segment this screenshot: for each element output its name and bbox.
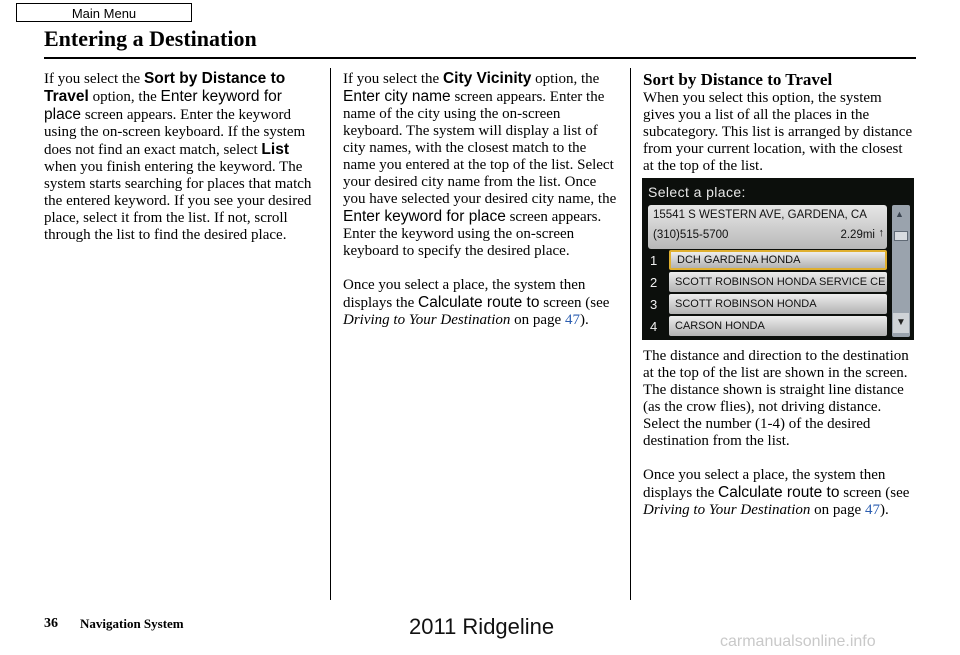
place-number: 1 <box>650 253 658 268</box>
place-row-2[interactable] <box>642 272 892 294</box>
text-run: screen (see <box>839 485 910 501</box>
scroll-up-icon[interactable]: ▲ <box>895 209 904 219</box>
section-heading: Sort by Distance to Travel <box>643 70 833 89</box>
text-run: ). <box>879 502 889 518</box>
footer-section: Navigation System <box>80 616 184 631</box>
col3-paragraph-2 <box>643 348 915 450</box>
nav-screen-title: Select a place: <box>648 184 746 200</box>
destination-phone: (310)515-5700 <box>653 229 729 241</box>
column-3-lower <box>643 348 915 519</box>
destination-distance: 2.29mi <box>840 229 875 241</box>
column-1 <box>44 70 320 244</box>
column-2 <box>343 70 619 329</box>
text-run: on page <box>510 312 565 328</box>
title-rule <box>44 57 916 59</box>
text-run: Enter keyword for place <box>343 208 506 225</box>
text-run: List <box>261 141 289 158</box>
nav-screen-image <box>642 178 914 340</box>
text-run: Sort by Distance to Travel <box>44 70 286 105</box>
text-run: ). <box>579 312 589 328</box>
text-run: Once you select a place, the system then displays the <box>643 467 886 501</box>
text-run: when you finish entering the keyword. The system starts searching for places that match the entered keyword. If you see your desired place, select it from the list. If not, scroll through the list to find the desired place. <box>44 159 312 243</box>
watermark: carmanualsonline.info <box>720 633 876 650</box>
col1-paragraph-1 <box>44 70 320 244</box>
destination-info-panel <box>648 205 887 249</box>
text-run: Calculate route to <box>718 484 840 501</box>
text-run: screen (see <box>539 295 610 311</box>
scroll-thumb[interactable] <box>894 231 908 241</box>
text-run: City Vicinity <box>442 70 532 87</box>
place-item[interactable]: SCOTT ROBINSON HONDA <box>669 294 887 314</box>
page-number: 36 <box>44 616 58 631</box>
col2-paragraph-1 <box>343 70 619 260</box>
page-link[interactable]: 47 <box>864 502 880 518</box>
main-menu-button[interactable]: Main Menu <box>16 3 192 22</box>
page-link[interactable]: 47 <box>564 312 580 328</box>
page-title: Entering a Destination <box>44 26 257 51</box>
place-item[interactable]: CARSON HONDA <box>669 316 887 336</box>
text-run: Once you select a place, the system then displays the <box>343 277 586 311</box>
list-scrollbar[interactable] <box>892 205 910 337</box>
text-run: Driving to Your Destination <box>343 312 511 328</box>
scroll-down-icon[interactable]: ▼ <box>893 313 909 333</box>
place-item-selected[interactable]: DCH GARDENA HONDA <box>669 250 887 270</box>
text-run: If you select the <box>44 71 144 87</box>
col3-paragraph-3 <box>643 467 915 519</box>
place-number: 2 <box>650 275 658 290</box>
column-3 <box>643 70 915 175</box>
place-row-3[interactable] <box>642 294 892 316</box>
text-run: Calculate route to <box>418 294 540 311</box>
place-row-1[interactable] <box>642 250 892 272</box>
text-run: If you select the <box>343 71 443 87</box>
direction-arrow-icon: ↑ <box>878 227 884 239</box>
col3-paragraph-1 <box>643 90 915 175</box>
text-run: When you select this option, the system gives you a list of all the places in the subcategory. This list is arranged by distance from your current location, with the closest at the top of the list. <box>643 90 913 174</box>
text-run: Enter keyword for place <box>44 88 282 123</box>
column-divider-1 <box>330 68 331 600</box>
place-number: 4 <box>650 319 658 334</box>
text-run: screen appears. Enter the name of the city using the on-screen keyboard. The system will display a list of city names, with the closest match to the name you entered at the top of the list. Select your desired city name from the list. Once you have selected your desired city name, the <box>343 89 617 207</box>
place-number: 3 <box>650 297 658 312</box>
col2-paragraph-2 <box>343 277 619 329</box>
place-item[interactable]: SCOTT ROBINSON HONDA SERVICE CE <box>669 272 887 292</box>
place-row-4[interactable] <box>642 316 892 338</box>
text-run: Driving to Your Destination <box>643 502 811 518</box>
column-divider-2 <box>630 68 631 600</box>
destination-address: 15541 S WESTERN AVE, GARDENA, CA <box>653 209 867 221</box>
text-run: The distance and direction to the destination at the top of the list are shown in the screen. The distance shown is straight line distance (as the crow flies), not driving distance. Select the number (1-4) of the desired destination from the list. <box>643 348 909 449</box>
text-run: screen appears. Enter the keyword using the on-screen keyboard. If the system does not find an exact match, select <box>44 107 306 158</box>
text-run: option, the <box>531 71 600 87</box>
text-run: option, the <box>88 89 161 105</box>
text-run: screen appears. Enter the keyword using the on-screen keyboard to specify the desired place. <box>343 209 602 259</box>
footer-model: 2011 Ridgeline <box>409 614 555 639</box>
text-run: on page <box>810 502 865 518</box>
text-run: Enter city name <box>343 88 451 105</box>
